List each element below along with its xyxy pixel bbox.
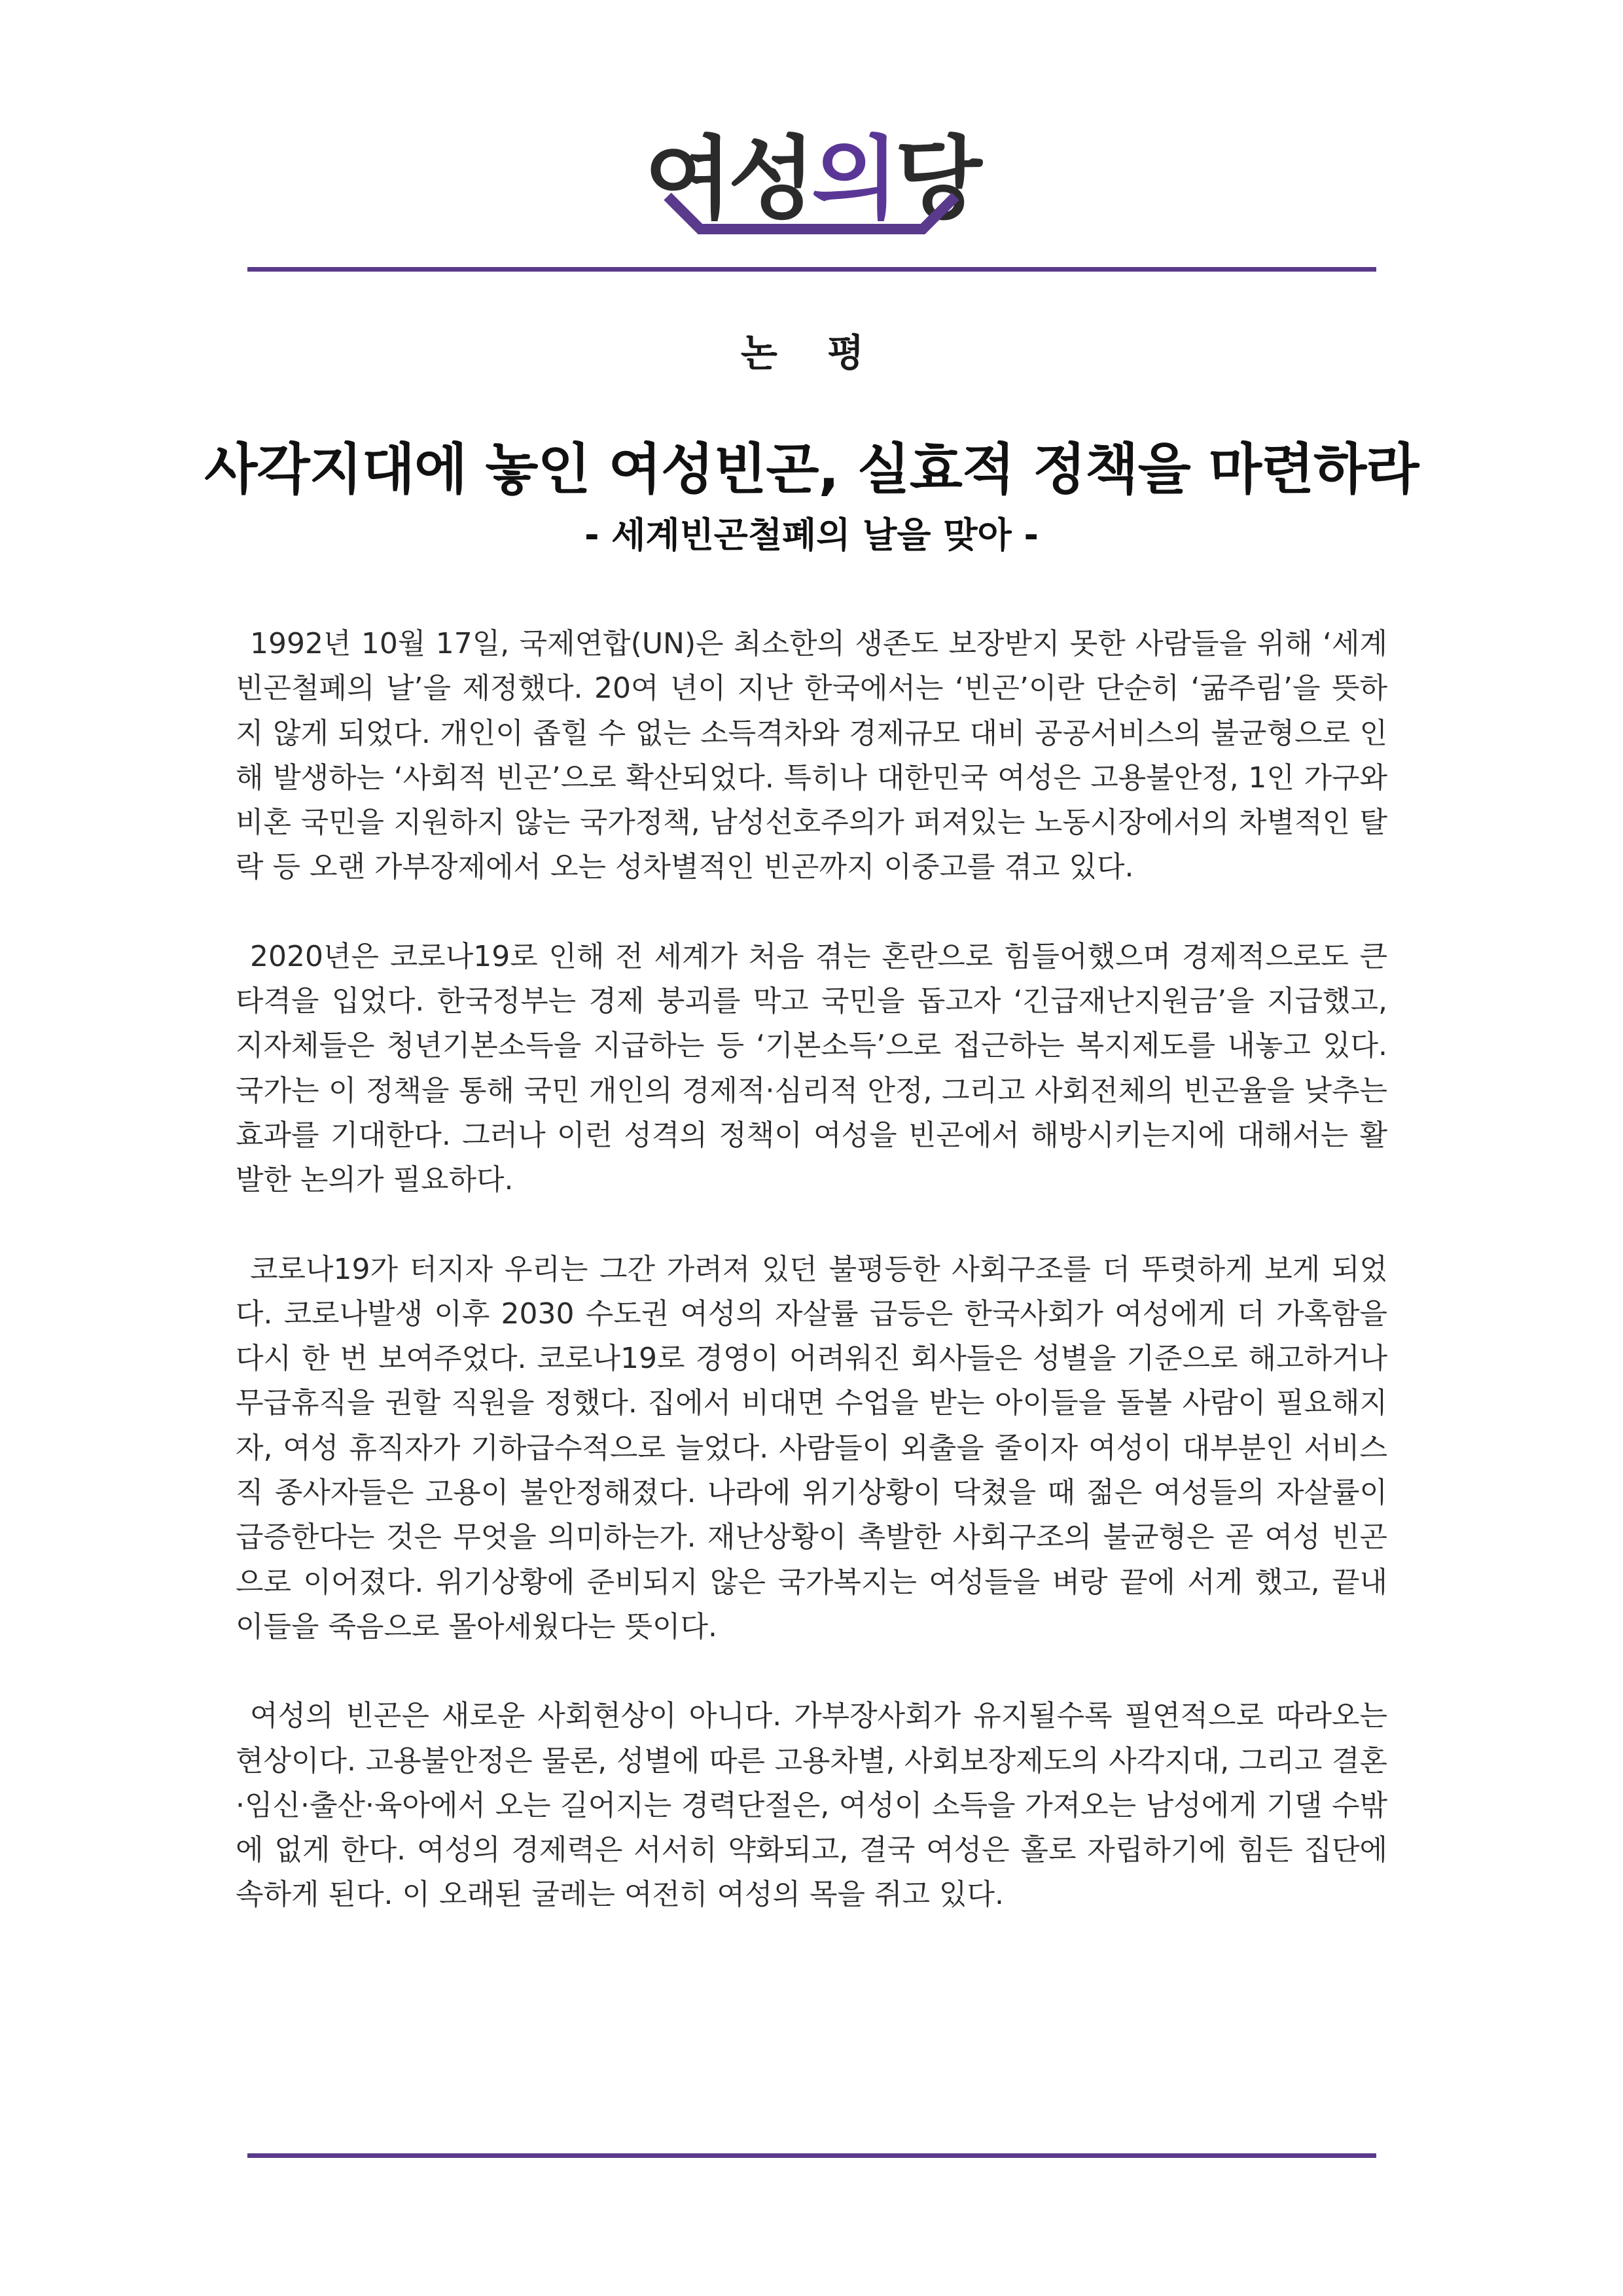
body-paragraph: 1992년 10월 17일, 국제연합(UN)은 최소한의 생존도 보장받지 못한 사람들을 위해 ‘세계빈곤철폐의 날’을 제정했다. 20여 년이 지난 한국에서는 ‘빈곤’이란 단순히 ‘굶주림’을 뜻하지 않게 되었다. 개인이 좁힐 수 없는 소득격차와 경제규모 대비 공공서비스의 불균형으로 인해 발생하는 ‘사회적 빈곤’으로 확산되었다. 특히나 대한민국 여성은 고용불안정, 1인 가구와 비혼 국민을 지원하지 않는 국가정책, 남성선호주의가 퍼져있는 노동시장에서의 차별적인 탈락 등 오랜 가부장제에서 오는 성차별적인 빈곤까지 이중고를 겪고 있다. xyxy=(236,627,1387,884)
footer-divider xyxy=(247,2153,1376,2158)
logo-chevron-icon xyxy=(661,191,962,237)
logo-text-part: 당 xyxy=(895,126,978,232)
body-paragraph: 2020년은 코로나19로 인해 전 세계가 처음 겪는 혼란으로 힘들어했으며 경제적으로도 큰 타격을 입었다. 한국정부는 경제 붕괴를 막고 국민을 돕고자 ‘긴급재난지원금’을 지급했고, 지자체들은 청년기본소득을 지급하는 등 ‘기본소득’으로 접근하는 복지제도를 내놓고 있다. 국가는 이 정책을 통해 국민 개인의 경제적·심리적 안정, 그리고 사회전체의 빈곤율을 낮추는 효과를 기대한다. 그러나 이런 성격의 정책이 여성을 빈곤에서 해방시키는지에 대해서는 활발한 논의가 필요하다. xyxy=(236,939,1387,1197)
body-paragraph: 코로나19가 터지자 우리는 그간 가려져 있던 불평등한 사회구조를 더 뚜렷하게 보게 되었다. 코로나발생 이후 2030 수도권 여성의 자살률 급등은 한국사회가 여성에게 더 가혹함을 다시 한 번 보여주었다. 코로나19로 경영이 어려워진 회사들은 성별을 기준으로 해고하거나 무급휴직을 권할 직원을 정했다. 집에서 비대면 수업을 받는 아이들을 돌볼 사람이 필요해지자, 여성 휴직자가 기하급수적으로 늘었다. 사람들이 외출을 줄이자 여성이 대부분인 서비스직 종사자들은 고용이 불안정해졌다. 나라에 위기상황이 닥쳤을 때 젊은 여성들의 자살률이 급증한다는 것은 무엇을 의미하는가. 재난상황이 촉발한 사회구조의 불균형은 곧 여성 빈곤으로 이어졌다. 위기상황에 준비되지 않은 국가복지는 여성들을 벼랑 끝에 서게 했고, 끝내 이들을 죽음으로 몰아세웠다는 뜻이다. xyxy=(236,1252,1387,1643)
logo-text-part: 여성 xyxy=(645,126,812,232)
header-divider xyxy=(247,267,1376,272)
document-body xyxy=(236,622,1387,1962)
document-title: 사각지대에 놓인 여성빈곤, 실효적 정책을 마련하라 xyxy=(204,437,1419,501)
logo-text-accent: 의 xyxy=(812,126,895,232)
document-type-label: 논 평 xyxy=(740,331,883,375)
document-subtitle: - 세계빈곤철폐의 날을 맞아 - xyxy=(584,514,1039,556)
body-paragraph: 여성의 빈곤은 새로운 사회현상이 아니다. 가부장사회가 유지될수록 필연적으로 따라오는 현상이다. 고용불안정은 물론, 성별에 따른 고용차별, 사회보장제도의 사각지대, 그리고 결혼·임신·출산·육아에서 오는 길어지는 경력단절은, 여성이 소득을 가져오는 남성에게 기댈 수밖에 없게 한다. 여성의 경제력은 서서히 약화되고, 결국 여성은 홀로 자립하기에 힘든 집단에 속하게 된다. 이 오래된 굴레는 여전히 여성의 목을 쥐고 있다. xyxy=(236,1699,1387,1912)
